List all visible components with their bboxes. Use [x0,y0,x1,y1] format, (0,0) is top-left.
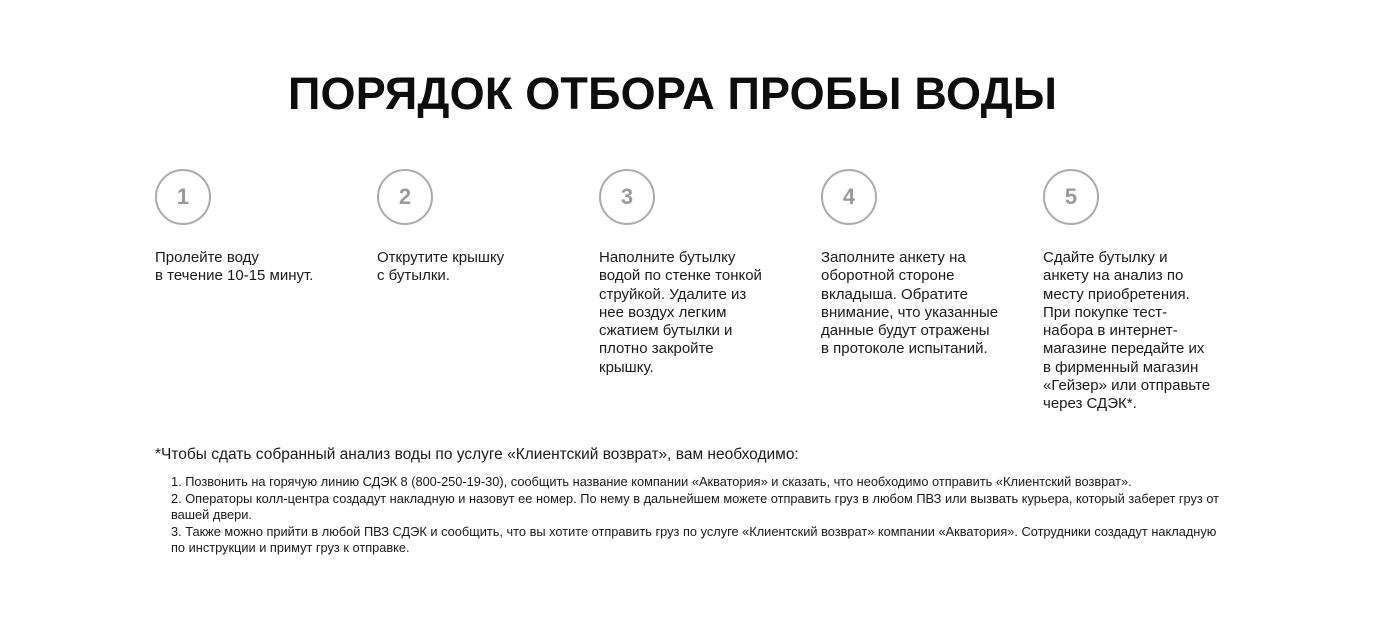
return-note-heading: *Чтобы сдать собранный анализ воды по услуге «Клиентский возврат», вам необходимо: [155,446,799,463]
steps-list [155,169,1355,429]
step-5 [1043,169,1243,414]
list-item: 3. Также можно прийти в любой ПВЗ СДЭК и сообщить, что вы хотите отправить груз по услуге «Клиентский возврат» компании «Акватория». Сотрудники создадут накладную по инструкции и примут груз к отправке. [171,523,1217,555]
step-description: Открутите крышку с бутылки. [377,249,505,285]
step-number-circle: 4 [821,169,877,225]
step-number-circle: 2 [377,169,433,225]
step-description: Пролейте воду в течение 10-15 минут. [155,249,314,285]
step-3 [599,169,799,377]
step-number-circle: 1 [155,169,211,225]
list-item: 2. Операторы колл-центра создадут накладную и назовут ее номер. По нему в дальнейшем можете отправить груз в любом ПВЗ или вызвать курьера, который заберет груз от вашей двери. [171,490,1220,522]
step-description: Заполните анкету на оборотной стороне вкладыша. Обратите внимание, что указанные данные будут отражены в протоколе испытаний. [821,249,999,358]
step-2 [377,169,577,286]
step-description: Сдайте бутылку и анкету на анализ по месту приобретения. При покупке тест- набора в интернет- магазине передайте их в фирменный магазин «Гейзер» или отправьте через СДЭК*. [1043,249,1211,413]
step-description: Наполните бутылку водой по стенке тонкой струйкой. Удалите из нее воздух легким сжатием бутылки и плотно закройте крышку. [599,249,762,376]
step-number-circle: 3 [599,169,655,225]
page-title: ПОРЯДОК ОТБОРА ПРОБЫ ВОДЫ [288,68,1058,119]
list-item: 1. Позвонить на горячую линию СДЭК 8 (800-250-19-30), сообщить название компании «Акватория» и сказать, что необходимо отправить «Клиентский возврат». [171,474,1132,489]
step-number-circle: 5 [1043,169,1099,225]
return-instructions-list [171,474,1231,557]
step-4 [821,169,1021,359]
step-1 [155,169,355,286]
